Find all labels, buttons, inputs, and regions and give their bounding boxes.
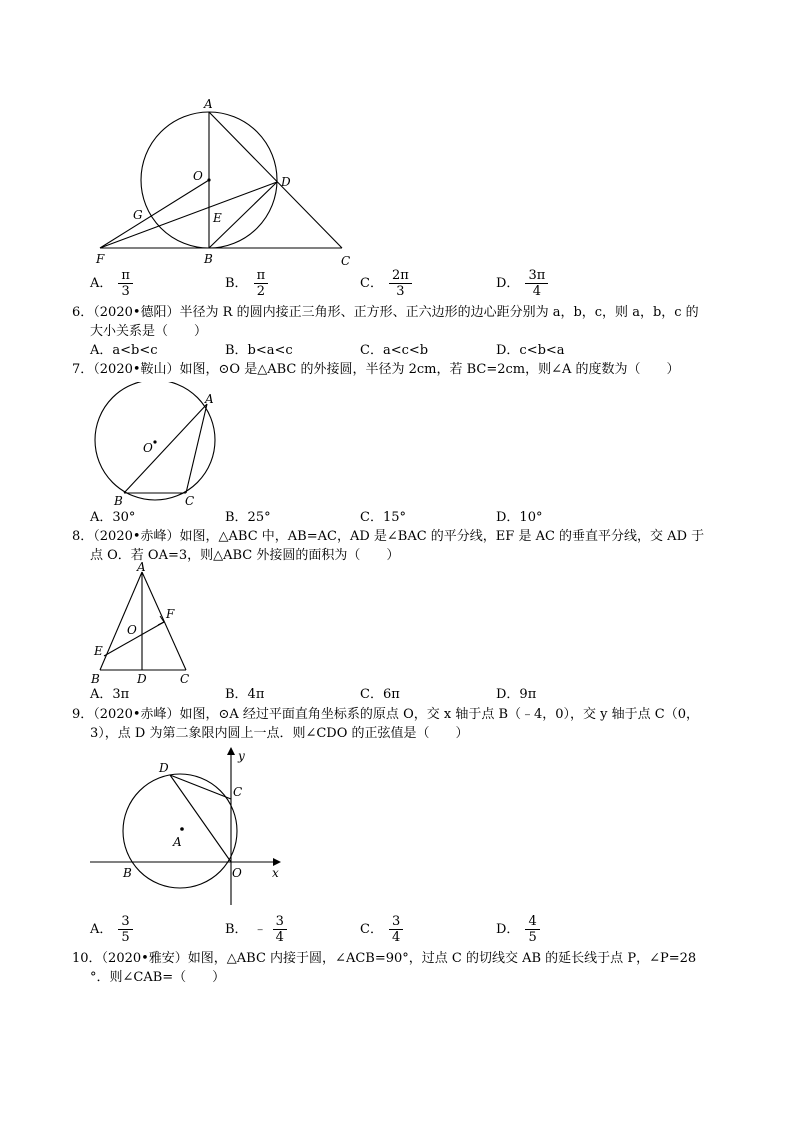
q5-option-c: C． $\frac{2\pi}{3}$ [360, 268, 412, 299]
q10-stem-line1: 10．（2020•雅安）如图，△ABC 内接于圆，∠ACB=90°，过点 C 的切线交 AB 的延长线于点 P，∠P=28 [72, 951, 697, 966]
q6-stem-line2: 大小关系是（ ） [90, 324, 208, 339]
q8-line-AC [142, 572, 186, 670]
q7-line-AB [124, 404, 207, 493]
q5-center-dot [207, 178, 210, 181]
q7-center-dot [153, 440, 156, 443]
q7-option-d: D．10° [496, 510, 543, 525]
q5-line-FD [100, 182, 277, 248]
q9-option-a: A． $\frac{3}{5}$ [90, 914, 133, 945]
figure-q7 [88, 382, 228, 512]
q7-label-O: O [143, 441, 153, 455]
q8-option-b: B．4π [225, 687, 265, 702]
q9-stem-line2: 3），点 D 为第二象限内圆上一点．则∠CDO 的正弦值是（ ） [90, 726, 469, 741]
q9-label-A: A [173, 835, 182, 849]
q8-label-B: B [91, 672, 100, 686]
q5-label-O: O [193, 169, 203, 183]
figure-q5 [90, 92, 360, 272]
q8-label-A: A [137, 560, 146, 574]
q7-label-C: C [185, 494, 195, 508]
q5-option-a: A． $\frac{\pi}{3}$ [90, 268, 133, 299]
q9-center-dot [180, 827, 184, 831]
figure-q9 [86, 744, 296, 912]
q8-label-D: D [137, 672, 147, 686]
q9-label-y: y [238, 749, 245, 763]
q8-option-c: C．6π [360, 687, 400, 702]
q9-label-B: B [123, 866, 132, 880]
q5-label-F: F [96, 252, 105, 266]
q9-circle [123, 774, 237, 888]
q9-option-b: B． ﹣ $\frac{3}{4}$ [225, 914, 287, 945]
q7-option-c: C．15° [360, 510, 406, 525]
q5-label-E: E [213, 211, 222, 225]
q8-option-a: A．3π [90, 687, 130, 702]
q9-label-D: D [159, 761, 169, 775]
q9-stem-line1: 9．（2020•赤峰）如图，⊙A 经过平面直角坐标系的原点 O，交 x 轴于点 B（﹣4，0），交 y 轴于点 C（0， [72, 707, 700, 722]
q8-stem-line2: 点 O．若 OA=3，则△ABC 外接圆的面积为（ ） [90, 548, 400, 563]
q7-option-a: A．30° [90, 510, 136, 525]
q5-label-C: C [341, 254, 351, 268]
q5-option-d: D． $\frac{3\pi}{4}$ [496, 268, 548, 299]
q6-option-c: C．a<c<b [360, 343, 429, 358]
q6-option-b: B．b<a<c [225, 343, 293, 358]
q5-option-b: B． $\frac{\pi}{2}$ [225, 268, 268, 299]
q8-label-F: F [166, 607, 175, 621]
figure-q8 [88, 558, 198, 688]
q5-label-B: B [204, 252, 213, 266]
q5-label-G: G [133, 208, 143, 222]
q8-label-O: O [127, 623, 137, 637]
q8-stem-line1: 8．（2020•赤峰）如图，△ABC 中，AB=AC，AD 是∠BAC 的平分线，EF 是 AC 的垂直平分线，交 AD 于 [72, 529, 705, 544]
q6-option-a: A．a<b<c [90, 343, 158, 358]
q6-option-d: D．c<b<a [496, 343, 565, 358]
q6-stem-line1: 6．（2020•德阳）半径为 R 的圆内接正三角形、正方形、正六边形的边心距分别为 a，b，c，则 a，b，c 的 [72, 305, 699, 320]
q8-label-E: E [94, 644, 103, 658]
q8-option-d: D．9π [496, 687, 537, 702]
q9-option-c: C． $\frac{3}{4}$ [360, 914, 403, 945]
q9-line-DC [170, 775, 231, 799]
q7-stem-line1: 7．（2020•鞍山）如图，⊙O 是△ABC 的外接圆，半径为 2cm，若 BC=2cm，则∠A 的度数为（ ） [72, 362, 680, 377]
q9-label-O: O [232, 866, 242, 880]
q9-label-x: x [272, 866, 279, 880]
q9-option-d: D． $\frac{4}{5}$ [496, 914, 540, 945]
q5-label-D: D [281, 175, 291, 189]
q8-right-angle-mark [158, 616, 164, 625]
q8-label-C: C [180, 672, 190, 686]
q7-label-B: B [114, 494, 123, 508]
q7-label-A: A [205, 392, 214, 406]
q5-line-AC [209, 112, 342, 248]
q7-line-AC [186, 404, 207, 493]
q7-option-b: B．25° [225, 510, 271, 525]
q9-label-C: C [233, 785, 243, 799]
q5-label-A: A [204, 97, 213, 111]
q10-stem-line2: °．则∠CAB=（ ） [90, 970, 226, 985]
